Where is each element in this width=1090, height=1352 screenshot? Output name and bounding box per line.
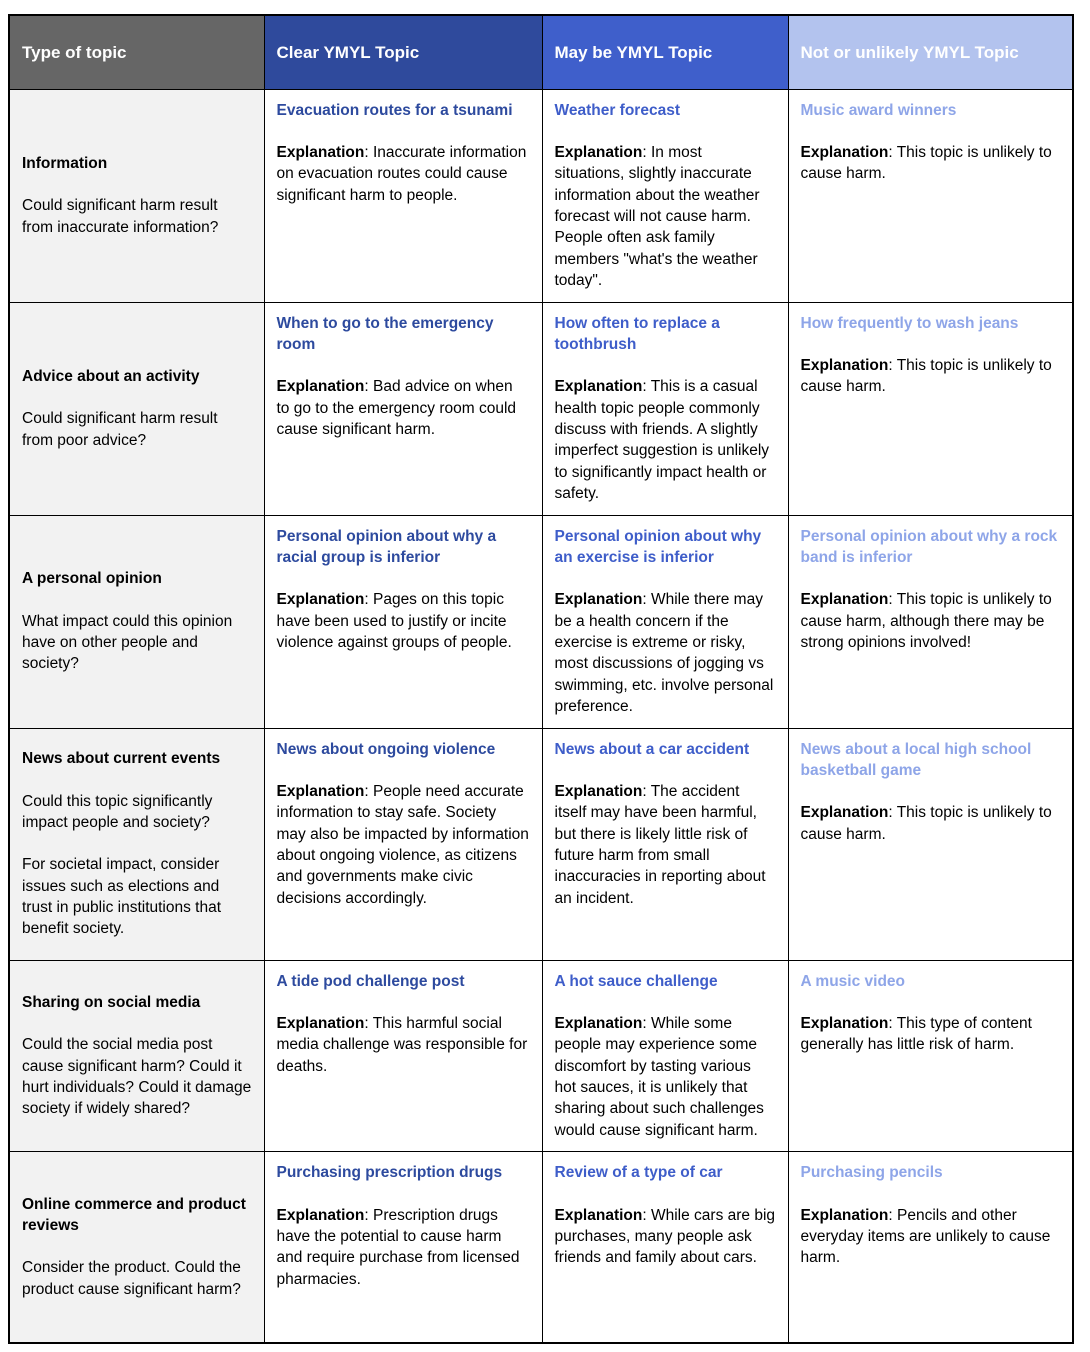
explanation-label: Explanation [800, 1014, 889, 1032]
explanation-body: Pencils and other everyday items are unlikely to cause harm. [800, 1206, 1051, 1267]
explanation-separator: : [364, 143, 373, 161]
explanation-text [555, 781, 776, 909]
header-row [9, 15, 1073, 89]
explanation-separator: : [642, 1206, 651, 1224]
topic-cell [9, 302, 264, 515]
explanation-body: This topic is unlikely to cause harm. [800, 143, 1052, 183]
table-row-social-media [9, 960, 1073, 1152]
topic-title: A personal opinion [22, 570, 162, 588]
explanation-label: Explanation [554, 782, 643, 800]
explanation-text [277, 589, 530, 653]
explanation-label: Explanation [276, 143, 365, 161]
header-maybe-ymyl-label: May be YMYL Topic [554, 42, 713, 62]
maybe-ymyl-cell [542, 960, 788, 1152]
topic-question: Could significant harm result from poor advice? [22, 410, 218, 449]
header-type-of-topic [9, 15, 264, 89]
header-type-of-topic-label: Type of topic [22, 42, 127, 62]
clear-ymyl-cell [264, 89, 542, 302]
clear-ymyl-cell [264, 728, 542, 960]
topic-title: News about current events [22, 750, 221, 768]
example-title: A hot sauce challenge [554, 972, 718, 990]
explanation-text [555, 376, 776, 504]
explanation-separator: : [642, 378, 651, 396]
explanation-text [277, 142, 530, 206]
explanation-separator: : [364, 1014, 373, 1032]
example-title: Personal opinion about why an exercise is inferior [554, 527, 762, 566]
example-title: Evacuation routes for a tsunami [276, 101, 513, 119]
explanation-body: While there may be a health concern if the exercise is extreme or risky, most discussions of jogging vs swimming, etc. involve personal preference. [554, 591, 774, 716]
topic-question: Could the social media post cause significant harm? Could it hurt individuals? Could it damage society if widely shared? [22, 1036, 252, 1118]
topic-question: Could this topic significantly impact people and society? [22, 792, 213, 831]
topic-question: Consider the product. Could the product cause significant harm? [22, 1259, 241, 1298]
table-row-personal-opinion [9, 515, 1073, 728]
not-ymyl-cell [788, 728, 1073, 960]
explanation-text [277, 1205, 530, 1291]
example-title: News about a local high school basketball game [800, 740, 1032, 779]
example-title: When to go to the emergency room [276, 314, 494, 353]
maybe-ymyl-cell [542, 728, 788, 960]
clear-ymyl-cell [264, 960, 542, 1152]
example-title: How frequently to wash jeans [800, 314, 1019, 332]
explanation-body: Prescription drugs have the potential to cause harm and require purchase from licensed pharmacies. [276, 1206, 520, 1288]
explanation-label: Explanation [800, 1206, 889, 1224]
explanation-body: While cars are big purchases, many people ask friends and family about cars. [554, 1206, 776, 1267]
explanation-separator: : [888, 356, 897, 374]
topic-title: Advice about an activity [22, 367, 200, 385]
not-ymyl-cell [788, 515, 1073, 728]
explanation-body: The accident itself may have been harmful, but there is likely little risk of future harm from small inaccuracies in reporting about an incident. [554, 782, 766, 907]
explanation-label: Explanation [276, 782, 365, 800]
clear-ymyl-cell [264, 515, 542, 728]
explanation-text [555, 1205, 776, 1269]
topic-title: Online commerce and product reviews [22, 1195, 246, 1234]
explanation-text [801, 1013, 1061, 1056]
explanation-separator: : [888, 591, 897, 609]
explanation-text [801, 802, 1061, 845]
explanation-body: Inaccurate information on evacuation routes could cause significant harm to people. [276, 143, 527, 204]
table-row-advice [9, 302, 1073, 515]
topic-cell [9, 728, 264, 960]
explanation-body: This is a casual health topic people commonly discuss with friends. A slightly imperfect suggestion is unlikely to significantly impact health or safety. [554, 378, 770, 503]
explanation-text [277, 781, 530, 909]
header-not-ymyl [788, 15, 1073, 89]
explanation-separator: : [888, 804, 897, 822]
explanation-separator: : [364, 378, 373, 396]
topic-cell [9, 960, 264, 1152]
example-title: A music video [800, 972, 906, 990]
not-ymyl-cell [788, 1152, 1073, 1343]
table-row-information [9, 89, 1073, 302]
topic-question: Could significant harm result from inaccurate information? [22, 197, 219, 236]
explanation-body: This topic is unlikely to cause harm. [800, 356, 1052, 396]
explanation-text [277, 1013, 530, 1077]
explanation-label: Explanation [276, 378, 365, 396]
explanation-body: People need accurate information to stay safe. Society may also be impacted by information about ongoing violence, as citizens and governments make civic decisions accordingly. [276, 782, 529, 907]
example-title: News about ongoing violence [276, 740, 496, 758]
table-row-online-commerce [9, 1152, 1073, 1343]
explanation-text [801, 355, 1061, 398]
explanation-label: Explanation [554, 143, 643, 161]
clear-ymyl-cell [264, 1152, 542, 1343]
explanation-body: In most situations, slightly inaccurate information about the weather forecast will not cause harm. People often ask family members "what's the weather today". [554, 143, 760, 290]
explanation-separator: : [888, 1014, 897, 1032]
explanation-label: Explanation [800, 356, 889, 374]
example-title: News about a car accident [554, 740, 750, 758]
example-title: Purchasing pencils [800, 1164, 943, 1182]
not-ymyl-cell [788, 302, 1073, 515]
explanation-body: This type of content generally has little risk of harm. [800, 1014, 1032, 1054]
example-title: How often to replace a toothbrush [554, 314, 720, 353]
explanation-body: This topic is unlikely to cause harm, although there may be strong opinions involved! [800, 591, 1052, 651]
ymyl-topics-table [8, 14, 1074, 1344]
maybe-ymyl-cell [542, 89, 788, 302]
explanation-label: Explanation [800, 804, 889, 822]
topic-question: What impact could this opinion have on other people and society? [22, 612, 233, 673]
explanation-body: This harmful social media challenge was responsible for deaths. [276, 1014, 528, 1075]
explanation-text [277, 376, 530, 440]
explanation-label: Explanation [554, 1206, 643, 1224]
topic-cell [9, 1152, 264, 1343]
header-clear-ymyl-label: Clear YMYL Topic [276, 42, 420, 62]
header-not-ymyl-label: Not or unlikely YMYL Topic [800, 42, 1019, 62]
explanation-separator: : [642, 782, 651, 800]
explanation-text [555, 142, 776, 292]
clear-ymyl-cell [264, 302, 542, 515]
maybe-ymyl-cell [542, 515, 788, 728]
explanation-label: Explanation [554, 378, 643, 396]
explanation-text [555, 589, 776, 717]
explanation-text [555, 1013, 776, 1141]
explanation-separator: : [888, 1206, 897, 1224]
explanation-label: Explanation [800, 591, 889, 609]
header-clear-ymyl [264, 15, 542, 89]
example-title: Weather forecast [554, 101, 680, 119]
explanation-body: This topic is unlikely to cause harm. [800, 804, 1052, 843]
explanation-text [801, 1205, 1061, 1269]
explanation-label: Explanation [276, 1014, 365, 1032]
explanation-label: Explanation [554, 591, 643, 609]
topic-cell [9, 515, 264, 728]
explanation-text [801, 589, 1061, 653]
explanation-label: Explanation [276, 591, 365, 609]
example-title: Music award winners [800, 101, 957, 119]
topic-title: Sharing on social media [22, 993, 201, 1011]
explanation-separator: : [642, 143, 651, 161]
explanation-label: Explanation [800, 143, 889, 161]
example-title: Review of a type of car [554, 1164, 723, 1182]
not-ymyl-cell [788, 89, 1073, 302]
explanation-separator: : [642, 1014, 651, 1032]
table-row-news [9, 728, 1073, 960]
maybe-ymyl-cell [542, 1152, 788, 1343]
example-title: Personal opinion about why a rock band is inferior [800, 527, 1058, 566]
example-title: A tide pod challenge post [276, 972, 465, 990]
explanation-body: Pages on this topic have been used to justify or incite violence against groups of people. [276, 591, 512, 651]
explanation-text [801, 142, 1061, 185]
explanation-separator: : [888, 143, 897, 161]
example-title: Personal opinion about why a racial group is inferior [276, 527, 497, 566]
topic-cell [9, 89, 264, 302]
explanation-separator: : [364, 1206, 373, 1224]
explanation-label: Explanation [554, 1014, 643, 1032]
example-title: Purchasing prescription drugs [276, 1164, 503, 1182]
explanation-separator: : [642, 591, 651, 609]
explanation-body: While some people may experience some discomfort by tasting various hot sauces, it is unlikely that sharing about such challenges would cause significant harm. [554, 1014, 764, 1139]
explanation-body: Bad advice on when to go to the emergency room could cause significant harm. [276, 378, 517, 438]
not-ymyl-cell [788, 960, 1073, 1152]
topic-question: For societal impact, consider issues such as elections and trust in public institutions that benefit society. [22, 856, 222, 938]
explanation-separator: : [364, 782, 373, 800]
explanation-label: Explanation [276, 1206, 365, 1224]
header-maybe-ymyl [542, 15, 788, 89]
maybe-ymyl-cell [542, 302, 788, 515]
explanation-separator: : [364, 591, 373, 609]
topic-title: Information [22, 154, 108, 172]
